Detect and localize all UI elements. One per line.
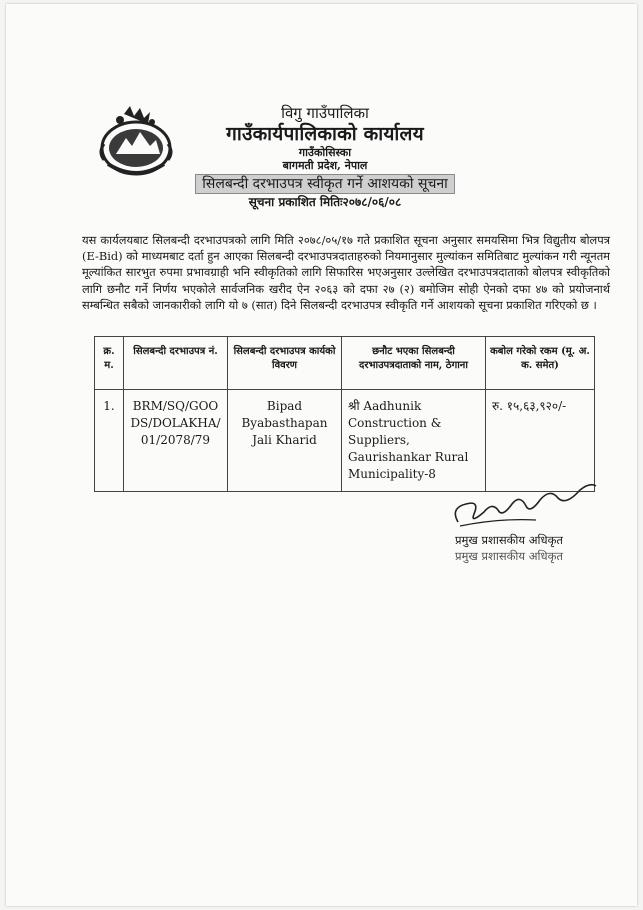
col-header-description: सिलबन्दी दरभाउपत्र कार्यको विवरण [228, 337, 342, 390]
letterhead [180, 104, 470, 211]
table-row [95, 390, 595, 492]
col-header-bidder: छनौट भएका सिलबन्दी दरभाउपत्रदाताको नाम, ठेगाना [342, 337, 486, 390]
bid-table [94, 336, 595, 492]
signature-icon [440, 478, 600, 530]
signatory-title: प्रमुख प्रशासकीय अधिकृत [455, 533, 563, 547]
col-header-amount: कबोल गरेको रकम (मू. अ. क. समेत) [486, 337, 595, 390]
notice-paragraph: यस कार्यलयबाट सिलबन्दी दरभाउपत्रको लागि मिति २०७८/०५/१७ गते प्रकाशित सूचना अनुसार समयसिमा भित्र विद्युतीय बोलपत्र (E-Bid) को माध्यमबाट दर्ता हुन आएका सिलबन्दी दरभाउपत्रदाताहरुको नियमानुसार मुल्यांकन समितिबाट मुल्यांकन गरी न्यूनतम मूल्यांकित सारभुत रुपमा प्रभावग्राही भनि स्वीकृतिको लागि सिफारिस भएअनुसार उल्लेखित दरभाउपत्रदाताको बोलपत्र स्वीकृतिको लागि छनौट गर्ने निर्णय भएकोले सार्वजनिक खरीद ऐन २०६३ को दफा २७ (२) बमोजिम सोही ऐनको दफा ४७ को प्रयोजनार्थ सम्बन्धित सबैको जानकारीको लागि यो ७ (सात) दिने सिलबन्दी दरभाउपत्र स्वीकृति गर्ने आशयको सूचना प्रकाशित गरिएको छ । [82, 233, 610, 312]
bid-no-text: BRM/SQ/GOODS/DOLAKHA/01/2078/79 [130, 399, 221, 447]
cell-amount: रु. १५,६३,९२०/- [486, 390, 595, 492]
cell-bidder: श्री Aadhunik Construction & Suppliers, Gaurishankar Rural Municipality-8 [342, 390, 486, 492]
nepal-emblem-icon [94, 104, 178, 180]
cell-sn: 1. [95, 390, 124, 492]
office-location: गाउँकोसिस्का [298, 146, 352, 159]
municipality-name: विगु गाउँपालिका [281, 104, 369, 122]
col-header-sn: क्र. म. [95, 337, 124, 390]
col-header-bid-no: सिलबन्दी दरभाउपत्र नं. [124, 337, 228, 390]
table-header-row [95, 337, 595, 390]
signatory-stamp: प्रमुख प्रशासकीय अधिकृत [455, 549, 563, 563]
office-name: गाउँकार्यपालिकाको कार्यालय [226, 123, 424, 145]
province-country: बागमती प्रदेश, नेपाल [282, 159, 368, 172]
signatory [455, 532, 615, 564]
published-date: सूचना प्रकाशित मितिः२०७८/०६/०८ [248, 195, 402, 209]
cell-description: Bipad Byabasthapan Jali Kharid [228, 390, 342, 492]
notice-title: सिलबन्दी दरभाउपत्र स्वीकृत गर्ने आशयको सूचना [195, 174, 455, 194]
cell-bid-no [124, 390, 228, 492]
